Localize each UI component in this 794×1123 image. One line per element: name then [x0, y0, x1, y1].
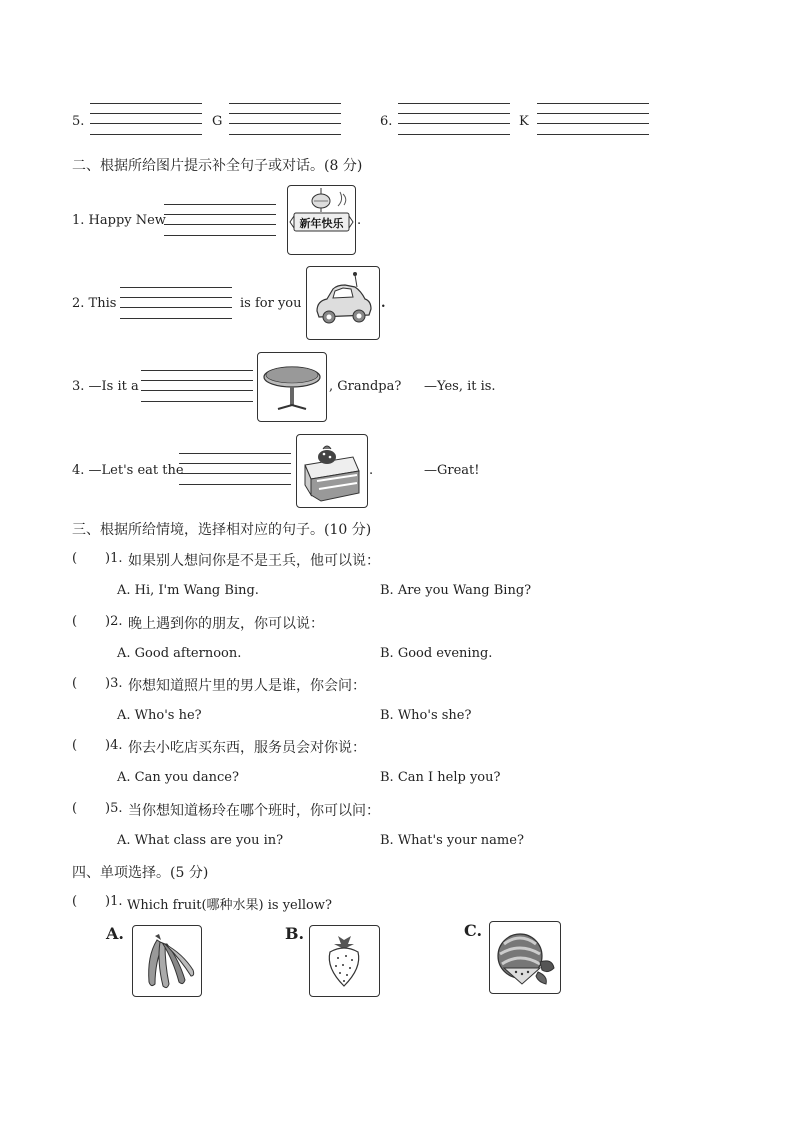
- s2-q2-middle: is for you: [240, 296, 302, 311]
- new-year-banner-text: 新年快乐: [299, 217, 344, 230]
- watermelon-icon[interactable]: [489, 921, 561, 994]
- s4-option-a-label[interactable]: A.: [106, 924, 124, 943]
- s4-q1-number: )1.: [105, 894, 123, 909]
- s2-q3-reply: —Yes, it is.: [424, 379, 496, 394]
- s3-q1-option-b: B. Are you Wang Bing?: [380, 583, 532, 598]
- s3-q3-number: )3.: [105, 676, 123, 691]
- s2-q1-prefix: 1. Happy New: [72, 213, 166, 228]
- s3-q5-option-a: A. What class are you in?: [117, 833, 284, 848]
- s4-option-b-label[interactable]: B.: [285, 924, 305, 943]
- s2-q2-writing-lines[interactable]: [120, 287, 232, 319]
- banana-icon[interactable]: [132, 925, 202, 997]
- toy-car-icon: [306, 266, 380, 340]
- s4-q1-question: Which fruit(哪种水果) is yellow?: [127, 898, 332, 913]
- s3-q2-question: 晚上遇到你的朋友，你可以说：: [128, 616, 324, 632]
- s2-q1-writing-lines[interactable]: [164, 204, 276, 236]
- s3-q4-number: )4.: [105, 738, 123, 753]
- s4-option-c-label[interactable]: C.: [464, 921, 483, 940]
- s3-q5-answer-paren[interactable]: (: [72, 801, 78, 816]
- s2-q4-reply: —Great!: [424, 463, 480, 478]
- s3-q3-question: 你想知道照片里的男人是谁，你会问：: [128, 678, 366, 694]
- s2-q2-prefix: 2. This: [72, 296, 117, 311]
- s3-q2-number: )2.: [105, 614, 123, 629]
- q5-writing-lines-1[interactable]: [90, 103, 202, 135]
- q6-writing-lines-2[interactable]: [537, 103, 649, 135]
- q6-number: 6.: [380, 114, 393, 129]
- s3-q4-option-a: A. Can you dance?: [117, 770, 239, 785]
- cake-icon: [296, 434, 368, 508]
- s3-q5-number: )5.: [105, 801, 123, 816]
- s3-q3-option-a: A. Who's he?: [117, 708, 202, 723]
- s3-q3-option-b: B. Who's she?: [380, 708, 472, 723]
- table-icon: [257, 352, 327, 422]
- section3-header: 三、根据所给情境，选择相对应的句子。(10 分): [72, 522, 372, 538]
- s2-q4-prefix: 4. —Let's eat the: [72, 463, 184, 478]
- s2-q4-suffix: .: [369, 463, 374, 478]
- q5-writing-lines-2[interactable]: [229, 103, 341, 135]
- section4-header: 四、单项选择。(5 分): [72, 865, 209, 881]
- s3-q4-answer-paren[interactable]: (: [72, 738, 78, 753]
- s3-q2-option-b: B. Good evening.: [380, 646, 493, 661]
- s2-q1-suffix: .: [357, 213, 362, 228]
- s2-q3-middle: , Grandpa?: [329, 379, 402, 394]
- strawberry-icon[interactable]: [309, 925, 380, 997]
- s3-q1-number: )1.: [105, 551, 123, 566]
- s3-q1-option-a: A. Hi, I'm Wang Bing.: [117, 583, 259, 598]
- s3-q2-option-a: A. Good afternoon.: [117, 646, 242, 661]
- s3-q1-question: 如果别人想问你是不是王兵，他可以说：: [128, 553, 380, 569]
- s4-q1-answer-paren[interactable]: (: [72, 894, 78, 909]
- q5-number: 5.: [72, 114, 85, 129]
- s2-q4-writing-lines[interactable]: [179, 453, 291, 485]
- s2-q3-writing-lines[interactable]: [141, 370, 253, 402]
- q6-writing-lines-1[interactable]: [398, 103, 510, 135]
- new-year-lantern-banner-icon: [287, 185, 356, 255]
- s3-q4-option-b: B. Can I help you?: [380, 770, 501, 785]
- s3-q5-question: 当你想知道杨玲在哪个班时，你可以问：: [128, 803, 380, 819]
- q6-letter: K: [519, 114, 529, 129]
- s2-q3-prefix: 3. —Is it a: [72, 379, 139, 394]
- s3-q4-question: 你去小吃店买东西，服务员会对你说：: [128, 740, 366, 756]
- s3-q1-answer-paren[interactable]: (: [72, 551, 78, 566]
- s3-q5-option-b: B. What's your name?: [380, 833, 524, 848]
- s3-q2-answer-paren[interactable]: (: [72, 614, 78, 629]
- q5-letter: G: [212, 114, 223, 129]
- s2-q2-suffix: .: [381, 296, 386, 311]
- section2-header: 二、根据所给图片提示补全句子或对话。(8 分): [72, 158, 363, 174]
- s3-q3-answer-paren[interactable]: (: [72, 676, 78, 691]
